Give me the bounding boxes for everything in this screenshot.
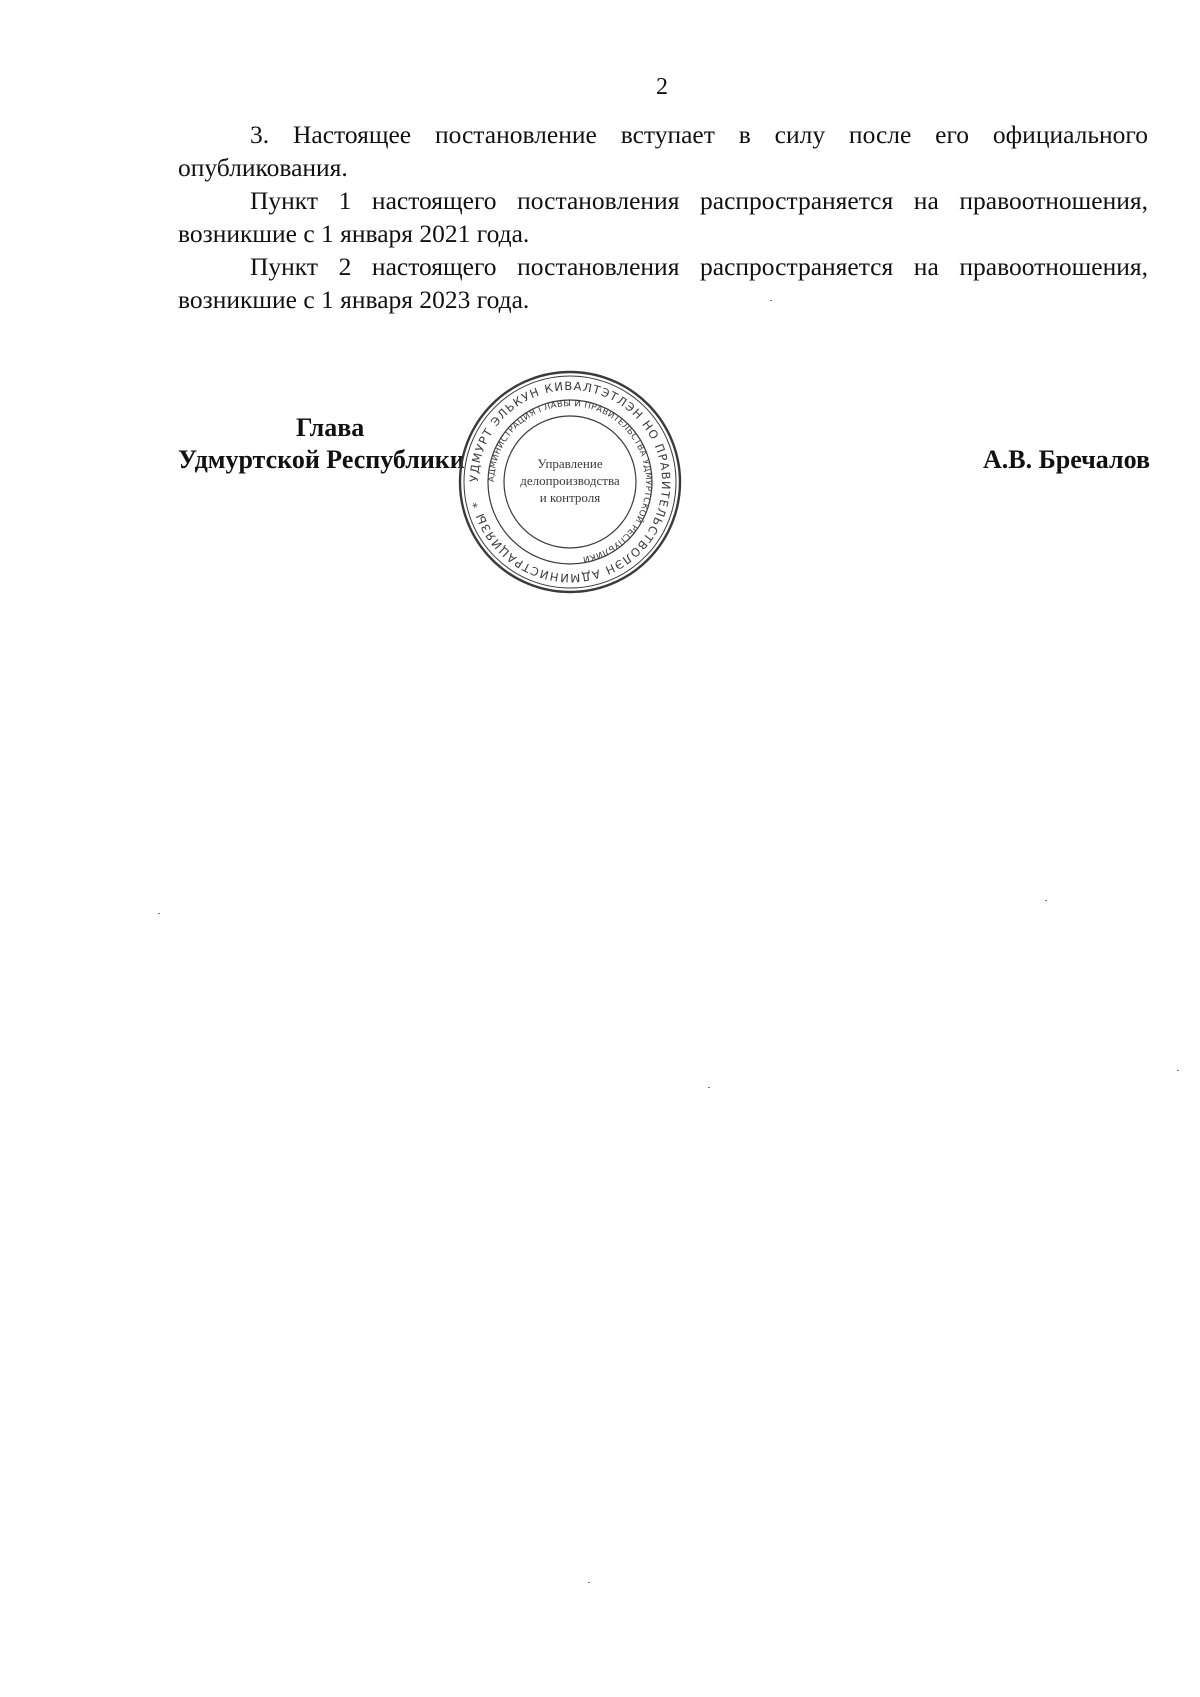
seal-center-line3: и контроля bbox=[539, 490, 601, 505]
official-seal bbox=[456, 368, 684, 596]
paragraph-effective-date: 3. Настоящее постановление вступает в силу после его официального опубликования. bbox=[178, 120, 1148, 182]
document-body bbox=[178, 118, 1148, 316]
scan-speck bbox=[158, 913, 160, 914]
seal-center-line2: делопроизводства bbox=[520, 473, 620, 488]
signatory-title-line1: Глава bbox=[296, 413, 365, 442]
seal-inner-text: АДМИНИСТРАЦИЯ ГЛАВЫ И ПРАВИТЕЛЬСТВА УДМУРТСКОЙ РЕСПУБЛИКИ bbox=[486, 398, 654, 564]
seal-center-line1: Управление bbox=[537, 456, 603, 471]
seal-graphic bbox=[456, 368, 684, 596]
signatory-title-line2: Удмуртской Республики bbox=[178, 445, 465, 474]
scan-speck bbox=[588, 1582, 590, 1583]
scan-speck bbox=[1045, 900, 1047, 901]
seal-outer-text: УДМУРТ ЭЛЬКУН КИВАЛТЭТЛЭН НО ПРАВИТЕЛЬСТВОЛЭН АДМИНИСТРАЦИЯЗЫ * bbox=[466, 378, 674, 586]
signatory-name: А.В. Бречалов bbox=[982, 445, 1150, 474]
paragraph-point-2: Пункт 2 настоящего постановления распространяется на правоотношения, возникшие с 1 января 2023 года. bbox=[178, 252, 1148, 314]
paragraph-point-1: Пункт 1 настоящего постановления распространяется на правоотношения, возникшие с 1 января 2021 года. bbox=[178, 186, 1148, 248]
scan-speck bbox=[708, 1087, 710, 1088]
page-number: 2 bbox=[656, 74, 668, 100]
scan-speck bbox=[1177, 1070, 1179, 1071]
scan-speck bbox=[770, 300, 772, 301]
